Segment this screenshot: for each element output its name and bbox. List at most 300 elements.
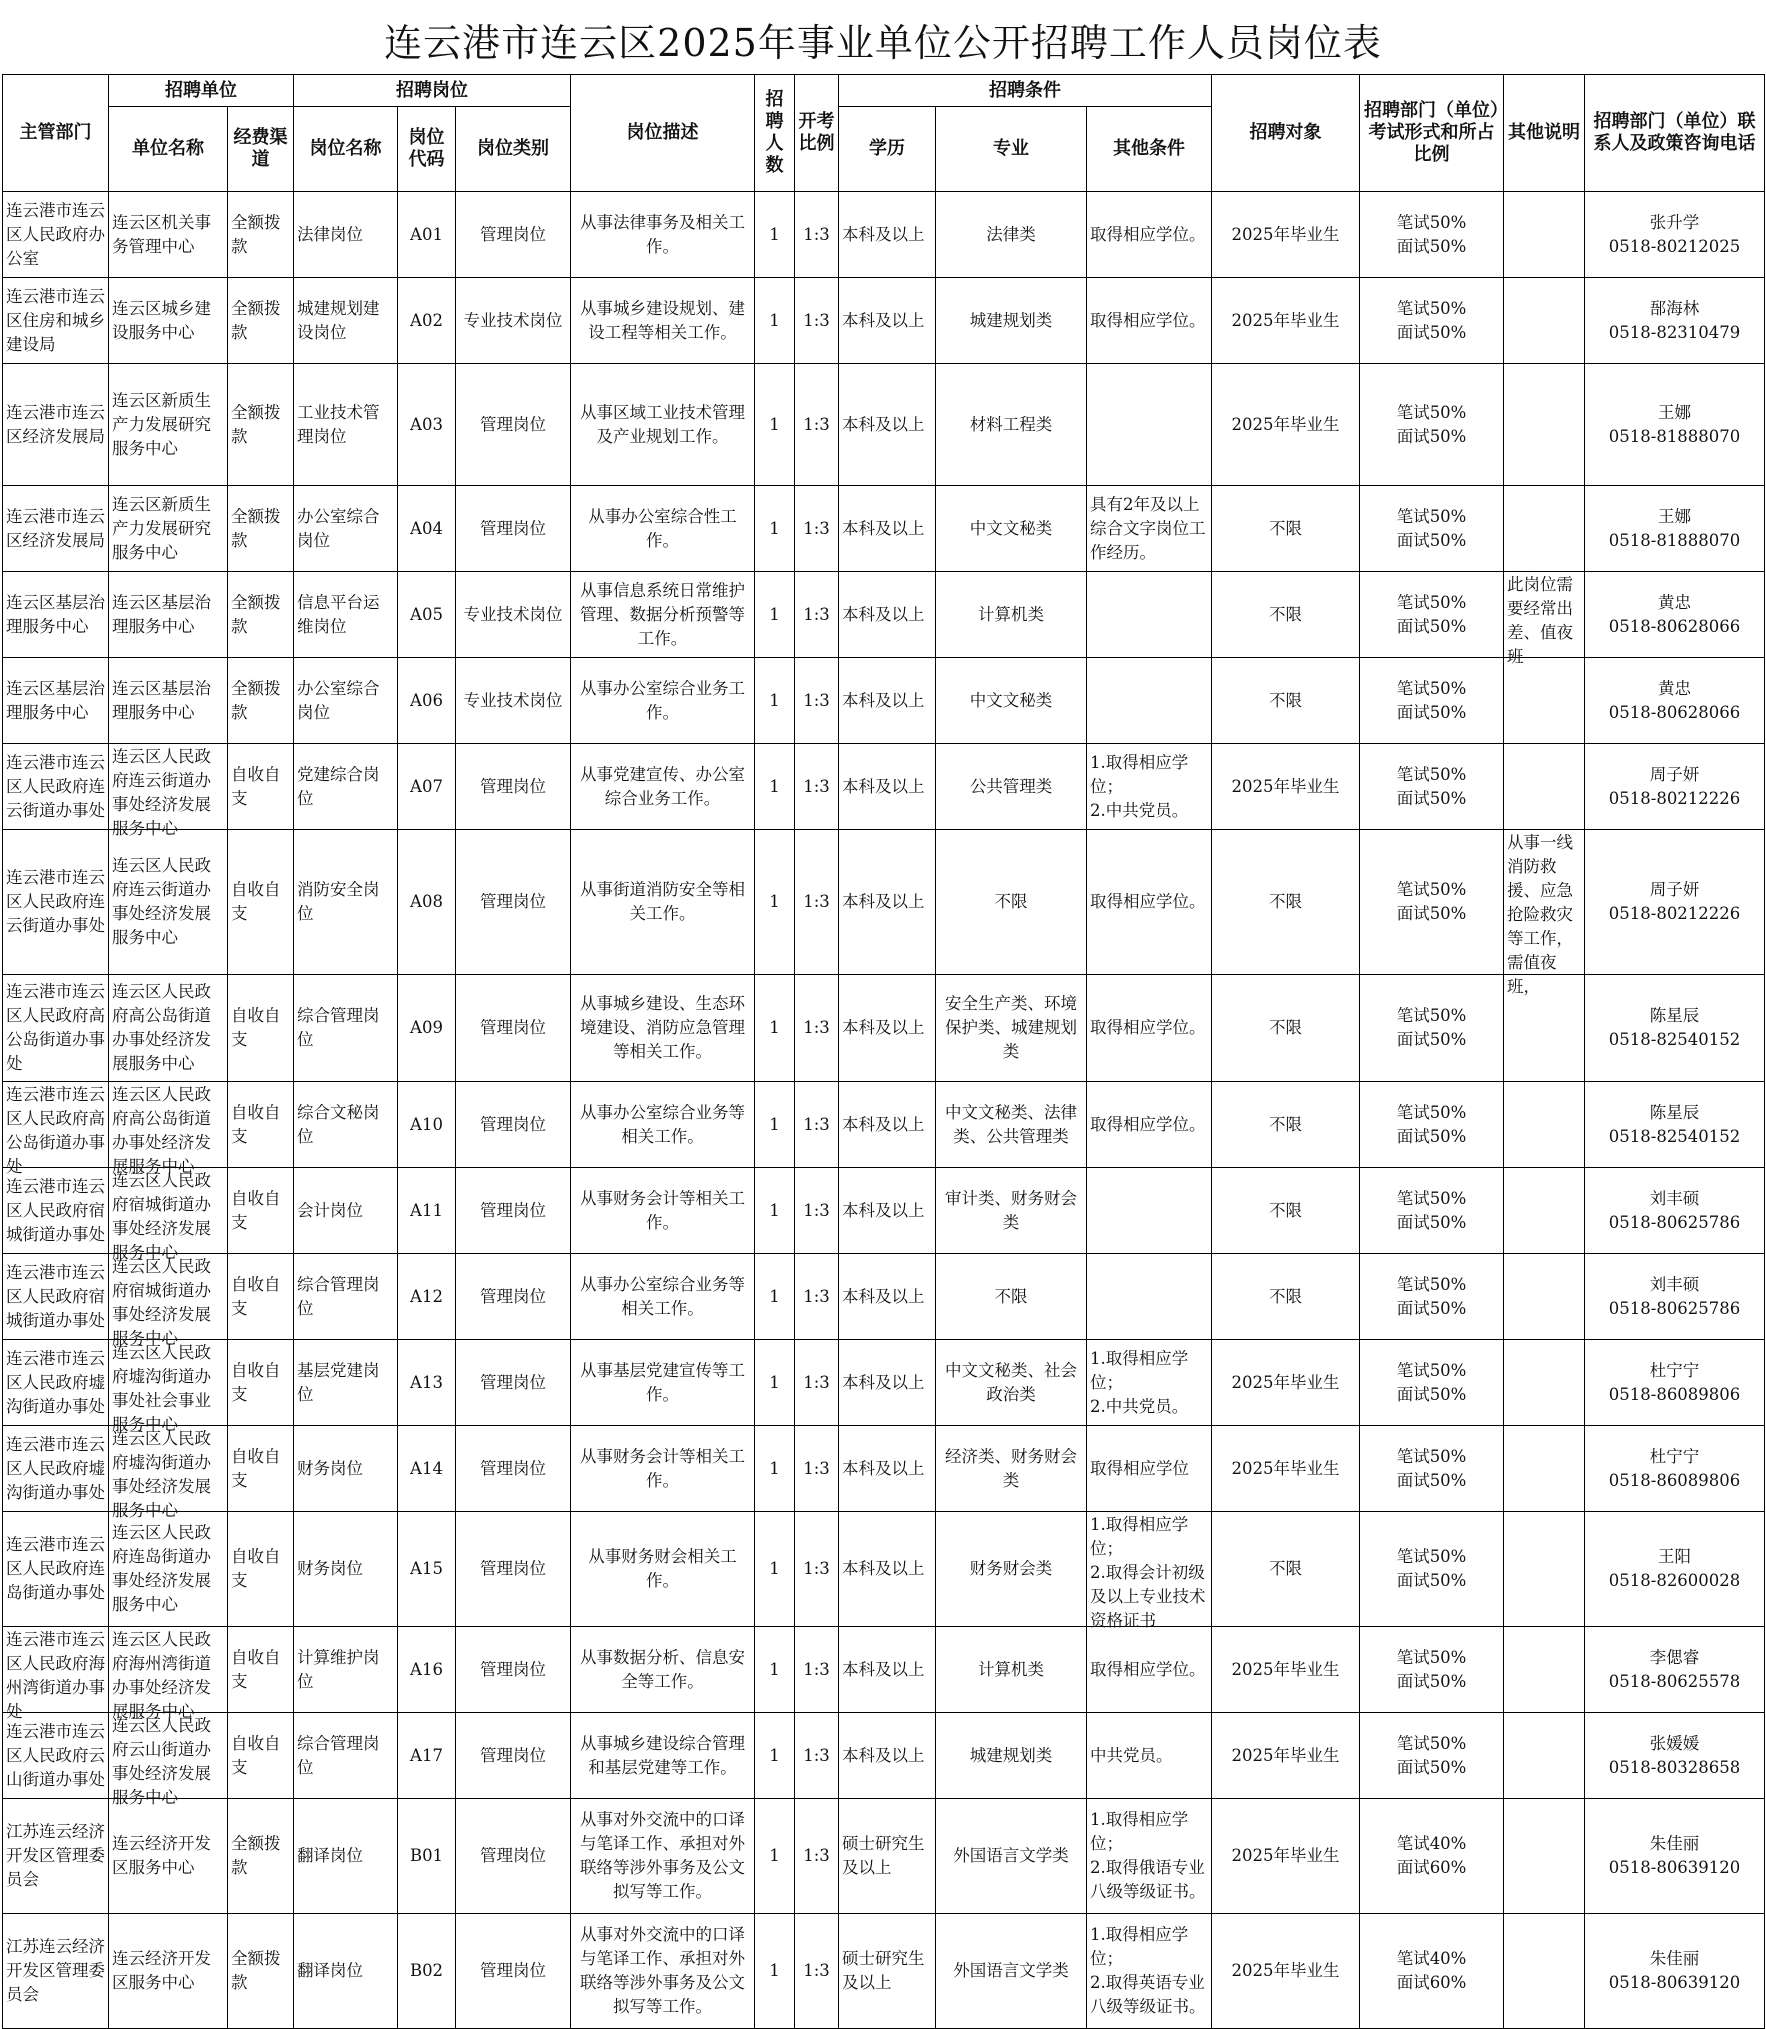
contact-phone: 0518-80625786 (1608, 1212, 1741, 1232)
post-name-cell: 法律岗位 (294, 192, 398, 278)
major-cell: 中文文秘类、法律类、公共管理类 (936, 1082, 1087, 1168)
other-cell (1087, 658, 1212, 744)
target-cell: 不限 (1212, 572, 1360, 658)
target-cell: 2025年毕业生 (1212, 744, 1360, 830)
table-row (3, 1799, 1765, 1914)
other-cell (1087, 1254, 1212, 1340)
interview-ratio: 面试50% (1396, 1212, 1467, 1232)
desc-cell: 从事街道消防安全等相关工作。 (571, 830, 755, 975)
contact-name: 王娜 (1658, 506, 1692, 526)
funding-cell: 全额拨款 (228, 572, 294, 658)
written-exam-ratio: 笔试50% (1396, 1733, 1467, 1753)
contact-name: 周子妍 (1649, 880, 1700, 899)
ratio-cell: 1:3 (795, 278, 839, 364)
count-cell: 1 (755, 1082, 795, 1168)
notes-cell (1504, 278, 1585, 364)
dept-cell: 连云港市连云区经济发展局 (3, 486, 109, 572)
count-cell: 1 (755, 1168, 795, 1254)
unit-cell: 连云区人民政府宿城街道办事处经济发展服务中心 (109, 1168, 228, 1254)
target-cell: 不限 (1212, 1082, 1360, 1168)
dept-cell: 连云港市连云区人民政府宿城街道办事处 (3, 1254, 109, 1340)
table-row (3, 1914, 1765, 2029)
target-cell: 不限 (1212, 658, 1360, 744)
header-funding: 经费渠道 (228, 107, 294, 192)
contact-cell (1585, 1340, 1765, 1426)
exam-cell (1360, 975, 1504, 1082)
written-exam-ratio: 笔试50% (1396, 764, 1467, 784)
desc-cell: 从事办公室综合业务等相关工作。 (571, 1254, 755, 1340)
table-row (3, 1426, 1765, 1512)
post-code-cell: A08 (398, 830, 456, 975)
post-type-cell: 管理岗位 (456, 1512, 571, 1627)
contact-cell (1585, 1168, 1765, 1254)
contact-name: 张升学 (1649, 212, 1700, 232)
exam-cell (1360, 278, 1504, 364)
post-type-cell: 管理岗位 (456, 830, 571, 975)
contact-cell (1585, 364, 1765, 486)
target-cell: 不限 (1212, 1512, 1360, 1627)
major-cell: 中文文秘类 (936, 486, 1087, 572)
other-cell: 1.取得相应学位； 2.取得俄语专业八级等级证书。 (1087, 1799, 1212, 1914)
interview-ratio: 面试50% (1396, 236, 1467, 256)
desc-cell: 从事城乡建设综合管理和基层党建等工作。 (571, 1713, 755, 1799)
interview-ratio: 面试50% (1396, 1126, 1467, 1146)
post-type-cell: 管理岗位 (456, 1340, 571, 1426)
contact-cell (1585, 1512, 1765, 1627)
written-exam-ratio: 笔试50% (1396, 1006, 1467, 1025)
contact-cell (1585, 830, 1765, 975)
post-code-cell: B01 (398, 1799, 456, 1914)
desc-cell: 从事城乡建设、生态环境建设、消防应急管理等相关工作。 (571, 975, 755, 1082)
major-cell: 外国语言文学类 (936, 1799, 1087, 1914)
contact-phone: 0518-86089806 (1608, 1470, 1741, 1490)
ratio-cell: 1:3 (795, 486, 839, 572)
unit-cell: 连云区人民政府连岛街道办事处经济发展服务中心 (109, 1512, 228, 1627)
count-cell: 1 (755, 830, 795, 975)
table-row (3, 572, 1765, 658)
ratio-cell: 1:3 (795, 1627, 839, 1713)
header-contact: 招聘部门（单位）联系人及政策咨询电话 (1585, 75, 1765, 192)
written-exam-ratio: 笔试50% (1396, 506, 1467, 526)
post-type-cell: 管理岗位 (456, 486, 571, 572)
major-cell: 城建规划类 (936, 278, 1087, 364)
desc-cell: 从事数据分析、信息安全等工作。 (571, 1627, 755, 1713)
edu-cell: 本科及以上 (839, 1426, 936, 1512)
count-cell: 1 (755, 364, 795, 486)
unit-cell: 连云区基层治理服务中心 (109, 572, 228, 658)
written-exam-ratio: 笔试40% (1396, 1949, 1467, 1968)
header-unit-name: 单位名称 (109, 107, 228, 192)
post-code-cell: A10 (398, 1082, 456, 1168)
notes-cell (1504, 364, 1585, 486)
post-code-cell: B02 (398, 1914, 456, 2029)
contact-cell (1585, 1254, 1765, 1340)
target-cell: 不限 (1212, 975, 1360, 1082)
contact-name: 陈星辰 (1649, 1006, 1700, 1025)
exam-cell (1360, 1340, 1504, 1426)
ratio-cell: 1:3 (795, 1168, 839, 1254)
edu-cell: 本科及以上 (839, 278, 936, 364)
interview-ratio: 面试50% (1396, 702, 1467, 722)
unit-cell: 连云区人民政府海州湾街道办事处经济发展服务中心 (109, 1627, 228, 1713)
major-cell: 安全生产类、环境保护类、城建规划类 (936, 975, 1087, 1082)
other-cell: 取得相应学位 (1087, 1426, 1212, 1512)
edu-cell: 本科及以上 (839, 1082, 936, 1168)
dept-cell: 连云港市连云区人民政府连岛街道办事处 (3, 1512, 109, 1627)
other-cell: 取得相应学位。 (1087, 278, 1212, 364)
post-code-cell: A07 (398, 744, 456, 830)
notes-cell (1504, 1799, 1585, 1914)
desc-cell: 从事法律事务及相关工作。 (571, 192, 755, 278)
edu-cell: 本科及以上 (839, 572, 936, 658)
header-cond-group: 招聘条件 (839, 75, 1212, 107)
target-cell: 2025年毕业生 (1212, 364, 1360, 486)
other-cell: 取得相应学位。 (1087, 975, 1212, 1082)
target-cell: 2025年毕业生 (1212, 1799, 1360, 1914)
contact-name: 刘丰硕 (1649, 1274, 1700, 1294)
post-type-cell: 管理岗位 (456, 1082, 571, 1168)
count-cell: 1 (755, 1426, 795, 1512)
dept-cell: 连云港市连云区人民政府墟沟街道办事处 (3, 1426, 109, 1512)
header-post-code: 岗位代码 (398, 107, 456, 192)
contact-phone: 0518-80212025 (1608, 236, 1741, 256)
major-cell: 法律类 (936, 192, 1087, 278)
major-cell: 中文文秘类 (936, 658, 1087, 744)
header-count: 招聘人数 (755, 75, 795, 192)
written-exam-ratio: 笔试50% (1396, 1547, 1467, 1566)
notes-cell (1504, 1426, 1585, 1512)
target-cell: 不限 (1212, 830, 1360, 975)
post-type-cell: 管理岗位 (456, 1168, 571, 1254)
header-post-type: 岗位类别 (456, 107, 571, 192)
post-code-cell: A16 (398, 1627, 456, 1713)
exam-cell (1360, 1512, 1504, 1627)
major-cell: 经济类、财务财会类 (936, 1426, 1087, 1512)
desc-cell: 从事办公室综合业务等相关工作。 (571, 1082, 755, 1168)
dept-cell: 连云港市连云区住房和城乡建设局 (3, 278, 109, 364)
written-exam-ratio: 笔试40% (1396, 1834, 1467, 1853)
other-cell: 取得相应学位。 (1087, 1082, 1212, 1168)
count-cell: 1 (755, 192, 795, 278)
count-cell: 1 (755, 486, 795, 572)
desc-cell: 从事办公室综合业务工作。 (571, 658, 755, 744)
desc-cell: 从事财务会计等相关工作。 (571, 1426, 755, 1512)
interview-ratio: 面试50% (1396, 616, 1467, 636)
post-name-cell: 办公室综合岗位 (294, 658, 398, 744)
contact-name: 朱佳丽 (1649, 1949, 1700, 1968)
interview-ratio: 面试50% (1396, 904, 1467, 923)
dept-cell: 连云港市连云区人民政府办公室 (3, 192, 109, 278)
post-name-cell: 办公室综合岗位 (294, 486, 398, 572)
contact-cell (1585, 744, 1765, 830)
other-cell: 1.取得相应学位； 2.取得会计初级及以上专业技术资格证书 (1087, 1512, 1212, 1627)
contact-name: 王阳 (1658, 1547, 1692, 1566)
contact-phone: 0518-80639120 (1608, 1858, 1741, 1877)
page-title: 连云港市连云区2025年事业单位公开招聘工作人员岗位表 (384, 21, 1382, 65)
dept-cell: 连云港市连云区人民政府连云街道办事处 (3, 830, 109, 975)
desc-cell: 从事信息系统日常维护管理、数据分析预警等工作。 (571, 572, 755, 658)
major-cell: 外国语言文学类 (936, 1914, 1087, 2029)
header-desc: 岗位描述 (571, 75, 755, 192)
interview-ratio: 面试50% (1396, 530, 1467, 550)
written-exam-ratio: 笔试50% (1396, 880, 1467, 899)
major-cell: 不限 (936, 830, 1087, 975)
unit-cell: 连云区新质生产力发展研究服务中心 (109, 364, 228, 486)
header-post-group: 招聘岗位 (294, 75, 571, 107)
written-exam-ratio: 笔试50% (1396, 298, 1467, 318)
written-exam-ratio: 笔试50% (1396, 1188, 1467, 1208)
major-cell: 公共管理类 (936, 744, 1087, 830)
other-cell (1087, 1168, 1212, 1254)
table-row (3, 278, 1765, 364)
notes-cell (1504, 1168, 1585, 1254)
funding-cell: 全额拨款 (228, 192, 294, 278)
job-table (2, 74, 1765, 2029)
funding-cell: 全额拨款 (228, 278, 294, 364)
unit-cell: 连云经济开发区服务中心 (109, 1799, 228, 1914)
target-cell: 不限 (1212, 486, 1360, 572)
table-row (3, 486, 1765, 572)
post-name-cell: 城建规划建设岗位 (294, 278, 398, 364)
exam-cell (1360, 1082, 1504, 1168)
post-type-cell: 管理岗位 (456, 192, 571, 278)
funding-cell: 自收自支 (228, 1512, 294, 1627)
post-code-cell: A13 (398, 1340, 456, 1426)
funding-cell: 自收自支 (228, 1340, 294, 1426)
count-cell: 1 (755, 1254, 795, 1340)
table-row (3, 364, 1765, 486)
exam-cell (1360, 572, 1504, 658)
edu-cell: 硕士研究生及以上 (839, 1799, 936, 1914)
written-exam-ratio: 笔试50% (1396, 1360, 1467, 1380)
count-cell: 1 (755, 658, 795, 744)
table-header (3, 75, 1765, 192)
contact-name: 杜宁宁 (1649, 1360, 1700, 1380)
contact-phone: 0518-80625786 (1608, 1298, 1741, 1318)
post-type-cell: 管理岗位 (456, 1254, 571, 1340)
unit-cell: 连云区人民政府墟沟街道办事处社会事业服务中心 (109, 1340, 228, 1426)
exam-cell (1360, 364, 1504, 486)
dept-cell: 连云港市连云区人民政府墟沟街道办事处 (3, 1340, 109, 1426)
count-cell: 1 (755, 278, 795, 364)
written-exam-ratio: 笔试50% (1396, 1446, 1467, 1466)
funding-cell: 自收自支 (228, 1426, 294, 1512)
edu-cell: 本科及以上 (839, 364, 936, 486)
post-name-cell: 财务岗位 (294, 1512, 398, 1627)
exam-cell (1360, 1627, 1504, 1713)
count-cell: 1 (755, 572, 795, 658)
header-unit-group: 招聘单位 (109, 75, 294, 107)
dept-cell: 连云港市连云区经济发展局 (3, 364, 109, 486)
major-cell: 财务财会类 (936, 1512, 1087, 1627)
edu-cell: 本科及以上 (839, 1627, 936, 1713)
post-name-cell: 综合管理岗位 (294, 1713, 398, 1799)
contact-cell (1585, 486, 1765, 572)
contact-phone: 0518-81888070 (1608, 530, 1741, 550)
target-cell: 2025年毕业生 (1212, 1627, 1360, 1713)
major-cell: 材料工程类 (936, 364, 1087, 486)
target-cell: 2025年毕业生 (1212, 1713, 1360, 1799)
table-row (3, 1340, 1765, 1426)
edu-cell: 本科及以上 (839, 830, 936, 975)
major-cell: 审计类、财务财会类 (936, 1168, 1087, 1254)
ratio-cell: 1:3 (795, 364, 839, 486)
contact-cell (1585, 572, 1765, 658)
desc-cell: 从事基层党建宣传等工作。 (571, 1340, 755, 1426)
post-code-cell: A14 (398, 1426, 456, 1512)
contact-phone: 0518-80628066 (1608, 702, 1741, 722)
ratio-cell: 1:3 (795, 192, 839, 278)
post-code-cell: A17 (398, 1713, 456, 1799)
interview-ratio: 面试50% (1396, 1671, 1467, 1691)
post-name-cell: 会计岗位 (294, 1168, 398, 1254)
header-notes: 其他说明 (1504, 75, 1585, 192)
funding-cell: 自收自支 (228, 1168, 294, 1254)
contact-name: 黄忠 (1658, 592, 1692, 612)
contact-cell (1585, 278, 1765, 364)
notes-cell (1504, 192, 1585, 278)
interview-ratio: 面试50% (1396, 1757, 1467, 1777)
count-cell: 1 (755, 1914, 795, 2029)
unit-cell: 连云区机关事务管理中心 (109, 192, 228, 278)
unit-cell: 连云区新质生产力发展研究服务中心 (109, 486, 228, 572)
desc-cell: 从事对外交流中的口译与笔译工作、承担对外联络等涉外事务及公文拟写等工作。 (571, 1799, 755, 1914)
exam-cell (1360, 1426, 1504, 1512)
table-row (3, 975, 1765, 1082)
notes-cell (1504, 658, 1585, 744)
exam-cell (1360, 1254, 1504, 1340)
unit-cell: 连云区人民政府墟沟街道办事处经济发展服务中心 (109, 1426, 228, 1512)
count-cell: 1 (755, 1512, 795, 1627)
post-name-cell: 信息平台运维岗位 (294, 572, 398, 658)
ratio-cell: 1:3 (795, 830, 839, 975)
desc-cell: 从事区域工业技术管理及产业规划工作。 (571, 364, 755, 486)
ratio-cell: 1:3 (795, 572, 839, 658)
table-row (3, 744, 1765, 830)
dept-cell: 连云港市连云区人民政府连云街道办事处 (3, 744, 109, 830)
target-cell: 2025年毕业生 (1212, 1914, 1360, 2029)
interview-ratio: 面试60% (1396, 1858, 1467, 1877)
exam-cell (1360, 486, 1504, 572)
unit-cell: 连云区基层治理服务中心 (109, 658, 228, 744)
dept-cell: 连云港市连云区人民政府高公岛街道办事处 (3, 1082, 109, 1168)
contact-phone: 0518-82540152 (1608, 1126, 1741, 1146)
post-name-cell: 党建综合岗位 (294, 744, 398, 830)
contact-cell (1585, 1627, 1765, 1713)
table-row (3, 1713, 1765, 1799)
post-type-cell: 管理岗位 (456, 1914, 571, 2029)
edu-cell: 本科及以上 (839, 1713, 936, 1799)
interview-ratio: 面试50% (1396, 1470, 1467, 1490)
ratio-cell: 1:3 (795, 1082, 839, 1168)
edu-cell: 本科及以上 (839, 486, 936, 572)
ratio-cell: 1:3 (795, 658, 839, 744)
edu-cell: 本科及以上 (839, 658, 936, 744)
unit-cell: 连云区人民政府高公岛街道办事处经济发展服务中心 (109, 975, 228, 1082)
exam-cell (1360, 1168, 1504, 1254)
written-exam-ratio: 笔试50% (1396, 1647, 1467, 1667)
major-cell: 计算机类 (936, 1627, 1087, 1713)
funding-cell: 自收自支 (228, 1713, 294, 1799)
contact-phone: 0518-80328658 (1608, 1757, 1741, 1777)
notes-cell: 此岗位需要经常出差、值夜班 (1504, 572, 1585, 658)
contact-phone: 0518-80628066 (1608, 616, 1741, 636)
contact-name: 王娜 (1658, 402, 1692, 422)
dept-cell: 连云港市连云区人民政府高公岛街道办事处 (3, 975, 109, 1082)
contact-cell (1585, 1082, 1765, 1168)
target-cell: 2025年毕业生 (1212, 278, 1360, 364)
contact-phone: 0518-82600028 (1608, 1571, 1741, 1590)
dept-cell: 连云区基层治理服务中心 (3, 572, 109, 658)
table-row (3, 1512, 1765, 1627)
post-name-cell: 工业技术管理岗位 (294, 364, 398, 486)
contact-phone: 0518-80625578 (1608, 1671, 1741, 1691)
ratio-cell: 1:3 (795, 1713, 839, 1799)
unit-cell: 连云区人民政府宿城街道办事处经济发展服务中心 (109, 1254, 228, 1340)
post-code-cell: A02 (398, 278, 456, 364)
contact-name: 张媛媛 (1649, 1733, 1700, 1753)
notes-cell (1504, 1082, 1585, 1168)
notes-cell (1504, 1512, 1585, 1627)
edu-cell: 本科及以上 (839, 192, 936, 278)
funding-cell: 自收自支 (228, 744, 294, 830)
post-name-cell: 翻译岗位 (294, 1799, 398, 1914)
post-type-cell: 管理岗位 (456, 975, 571, 1082)
post-name-cell: 综合管理岗位 (294, 1254, 398, 1340)
target-cell: 不限 (1212, 1168, 1360, 1254)
other-cell: 1.取得相应学位； 2.中共党员。 (1087, 1340, 1212, 1426)
ratio-cell: 1:3 (795, 1340, 839, 1426)
ratio-cell: 1:3 (795, 1799, 839, 1914)
written-exam-ratio: 笔试50% (1396, 402, 1467, 422)
contact-name: 朱佳丽 (1649, 1834, 1700, 1853)
exam-cell (1360, 1799, 1504, 1914)
exam-cell (1360, 744, 1504, 830)
funding-cell: 全额拨款 (228, 1799, 294, 1914)
major-cell: 不限 (936, 1254, 1087, 1340)
other-cell: 具有2年及以上综合文字岗位工作经历。 (1087, 486, 1212, 572)
post-code-cell: A15 (398, 1512, 456, 1627)
post-name-cell: 综合文秘岗位 (294, 1082, 398, 1168)
header-post-name: 岗位名称 (294, 107, 398, 192)
funding-cell: 自收自支 (228, 975, 294, 1082)
target-cell: 2025年毕业生 (1212, 1340, 1360, 1426)
post-code-cell: A12 (398, 1254, 456, 1340)
notes-cell (1504, 1340, 1585, 1426)
table-row (3, 830, 1765, 975)
count-cell: 1 (755, 744, 795, 830)
ratio-cell: 1:3 (795, 1426, 839, 1512)
contact-name: 刘丰硕 (1649, 1188, 1700, 1208)
header-major: 专业 (936, 107, 1087, 192)
header-other: 其他条件 (1087, 107, 1212, 192)
count-cell: 1 (755, 975, 795, 1082)
contact-phone: 0518-81888070 (1608, 426, 1741, 446)
notes-cell (1504, 486, 1585, 572)
notes-cell (1504, 1914, 1585, 2029)
post-name-cell: 财务岗位 (294, 1426, 398, 1512)
unit-cell: 连云区人民政府连云街道办事处经济发展服务中心 (109, 830, 228, 975)
header-edu: 学历 (839, 107, 936, 192)
contact-cell (1585, 975, 1765, 1082)
written-exam-ratio: 笔试50% (1396, 678, 1467, 698)
post-type-cell: 管理岗位 (456, 744, 571, 830)
interview-ratio: 面试50% (1396, 1384, 1467, 1404)
contact-cell (1585, 1799, 1765, 1914)
desc-cell: 从事党建宣传、办公室综合业务工作。 (571, 744, 755, 830)
contact-name: 陈星辰 (1649, 1102, 1700, 1122)
unit-cell: 连云区人民政府云山街道办事处经济发展服务中心 (109, 1713, 228, 1799)
